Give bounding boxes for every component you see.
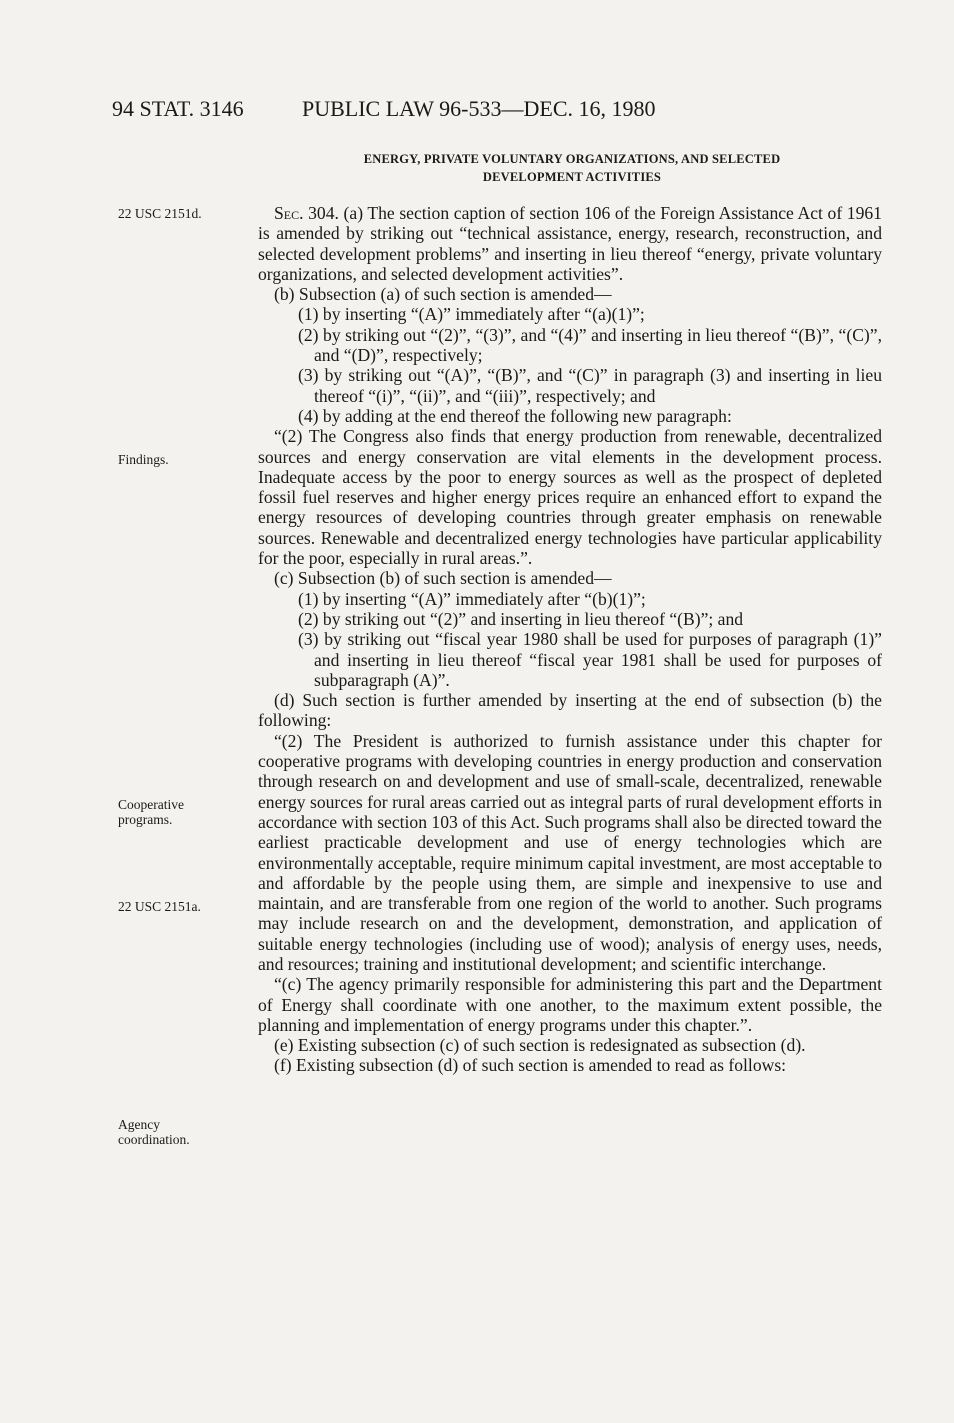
- findings-paragraph: “(2) The Congress also finds that energy production from renewable, decentralized sources and energy conservation are vital elements in the development process. Inadequate access by the poor to energy sources as well as the prospect of depleted fossil fuel reserves and higher energy prices require an enhanced effort to expand the energy resources of developing countries through greater emphasis on renewable sources. Renewable and decentralized energy technologies have particular applicability for the poor, especially in rural areas.”.: [258, 426, 882, 569]
- subsection-b-intro: (b) Subsection (a) of such section is amended—: [274, 284, 612, 305]
- section-304-a: [258, 203, 882, 284]
- cooperative-programs-paragraph: “(2) The President is authorized to furnish assistance under this chapter for cooperative programs with developing countries in energy production and conservation through research on and development and use of small-scale, decentralized, renewable energy sources for rural areas carried out as integral parts of rural development efforts in accordance with section 103 of this Act. Such programs shall also be directed toward the earliest practicable development and use of energy technologies which are environmentally acceptable, require minimum capital investment, are most acceptable to and affordable by the people using them, are simple and inexpensive to use and maintain, and are transferable from one region of the world to another. Such programs may include research on and the development, demonstration, and application of suitable energy technologies (including use of wood); analysis of energy uses, needs, and resources; training and institutional development; and scientific interchange.: [258, 730, 882, 974]
- subsection-b-item-4: (4) by adding at the end thereof the following new paragraph:: [298, 405, 732, 426]
- section-heading: [262, 150, 882, 186]
- subsection-e: (e) Existing subsection (c) of such section is redesignated as subsection (d).: [274, 1035, 806, 1056]
- running-header: [0, 96, 954, 126]
- section-heading-line-2: DEVELOPMENT ACTIVITIES: [482, 170, 662, 184]
- margin-note-agency: Agency: [118, 1117, 160, 1132]
- margin-note-usc-2151a: 22 USC 2151a.: [118, 899, 201, 914]
- margin-note-programs: programs.: [118, 812, 173, 827]
- section-304-a-text: (a) The section caption of section 106 of the Foreign Assistance Act of 1961 is amended by striking out “technical assistance, energy, research, reconstruction, and selected development problems” and inserting in lieu thereof “energy, private voluntary organizations, and selected development activities”.: [258, 203, 882, 284]
- subsection-c-item-2: (2) by striking out “(2)” and inserting in lieu thereof “(B)”; and: [298, 608, 744, 629]
- margin-note-coordination: coordination.: [118, 1132, 190, 1147]
- subsection-c-item-1: (1) by inserting “(A)” immediately after “(b)(1)”;: [298, 588, 646, 609]
- margin-note-findings: Findings.: [118, 452, 169, 467]
- section-label: Sec. 304.: [274, 203, 339, 223]
- section-heading-line-1: ENERGY, PRIVATE VOLUNTARY ORGANIZATIONS, AND SELECTED: [363, 152, 781, 166]
- subsection-b-item-3: (3) by striking out “(A)”, “(B)”, and “(C)” in paragraph (3) and inserting in lieu thereof “(i)”, “(ii)”, and “(iii)”, respectively; and: [298, 365, 882, 406]
- subsection-f: (f) Existing subsection (d) of such section is amended to read as follows:: [274, 1055, 787, 1076]
- margin-note-usc-2151d: 22 USC 2151d.: [118, 206, 202, 221]
- subsection-c-intro: (c) Subsection (b) of such section is amended—: [274, 568, 612, 589]
- statute-body: [258, 203, 882, 1076]
- subsection-b-item-1: (1) by inserting “(A)” immediately after “(a)(1)”;: [298, 304, 645, 325]
- subsection-c-item-3: (3) by striking out “fiscal year 1980 shall be used for purposes of paragraph (1)” and inserting in lieu thereof “fiscal year 1981 shall be used for purposes of subparagraph (A)”.: [298, 629, 882, 690]
- subsection-d-intro: (d) Such section is further amended by inserting at the end of subsection (b) the following:: [258, 690, 882, 731]
- subsection-b-item-2: (2) by striking out “(2)”, “(3)”, and “(4)” and inserting in lieu thereof “(B)”, “(C)”, and “(D)”, respectively;: [298, 324, 882, 366]
- agency-coordination-paragraph: “(c) The agency primarily responsible for administering this part and the Department of Energy shall coordinate with one another, to the maximum extent possible, the planning and implementation of energy programs under this chapter.”.: [258, 974, 882, 1035]
- margin-note-cooperative: Cooperative: [118, 797, 184, 812]
- public-law-title: PUBLIC LAW 96-533—DEC. 16, 1980: [302, 96, 656, 121]
- stat-page-number: 94 STAT. 3146: [112, 96, 244, 121]
